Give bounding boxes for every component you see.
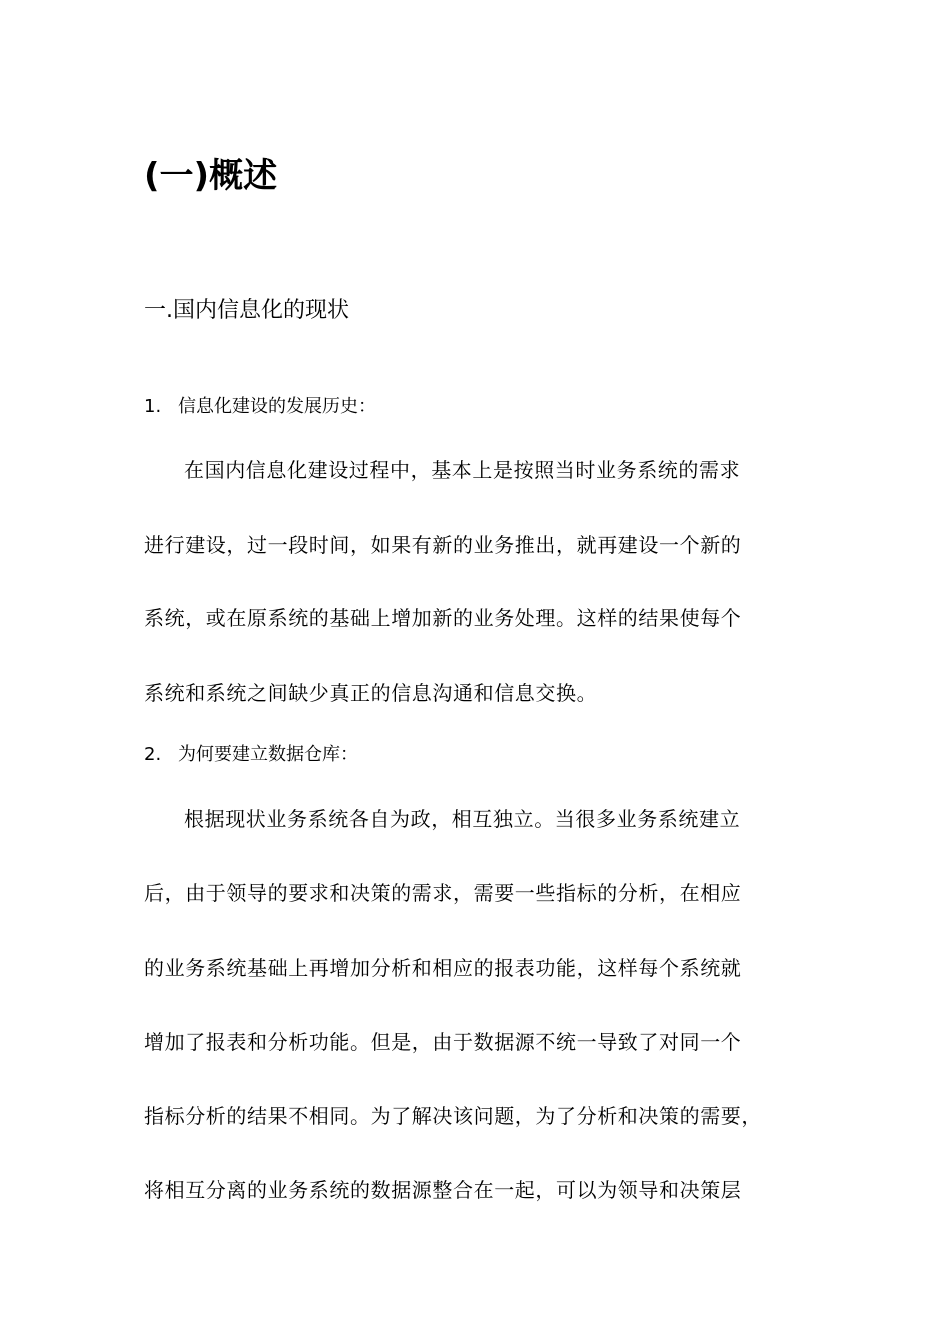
paragraph-line: 的业务系统基础上再增加分析和相应的报表功能，这样每个系统就: [144, 956, 742, 980]
paragraph-line: 根据现状业务系统各自为政，相互独立。当很多业务系统建立: [184, 807, 741, 831]
paragraph-line: 将相互分离的业务系统的数据源整合在一起，可以为领导和决策层: [144, 1178, 742, 1202]
paragraph-line: 在国内信息化建设过程中，基本上是按照当时业务系统的需求: [184, 458, 741, 482]
paragraph-line: 系统和系统之间缺少真正的信息沟通和信息交换。: [144, 681, 598, 705]
list-item-number: 2.: [144, 744, 162, 765]
list-item-title: 信息化建设的发展历史：: [178, 396, 376, 417]
list-item-heading: [144, 393, 376, 421]
paragraph-line: 指标分析的结果不相同。为了解决该问题，为了分析和决策的需要，: [144, 1104, 762, 1128]
paragraph-line: 增加了报表和分析功能。但是，由于数据源不统一导致了对同一个: [144, 1030, 742, 1054]
paragraph-line: 进行建设，过一段时间，如果有新的业务推出，就再建设一个新的: [144, 533, 742, 557]
paragraph-line: 后，由于领导的要求和决策的需求，需要一些指标的分析，在相应: [144, 881, 742, 905]
list-item-heading: [144, 741, 358, 769]
list-item-title: 为何要建立数据仓库：: [178, 744, 358, 765]
list-item-number: 1.: [144, 396, 162, 417]
chapter-heading: (一)概述: [144, 156, 278, 196]
paragraph-line: 系统，或在原系统的基础上增加新的业务处理。这样的结果使每个: [144, 606, 742, 630]
section-title: 一.国内信息化的现状: [144, 298, 349, 323]
